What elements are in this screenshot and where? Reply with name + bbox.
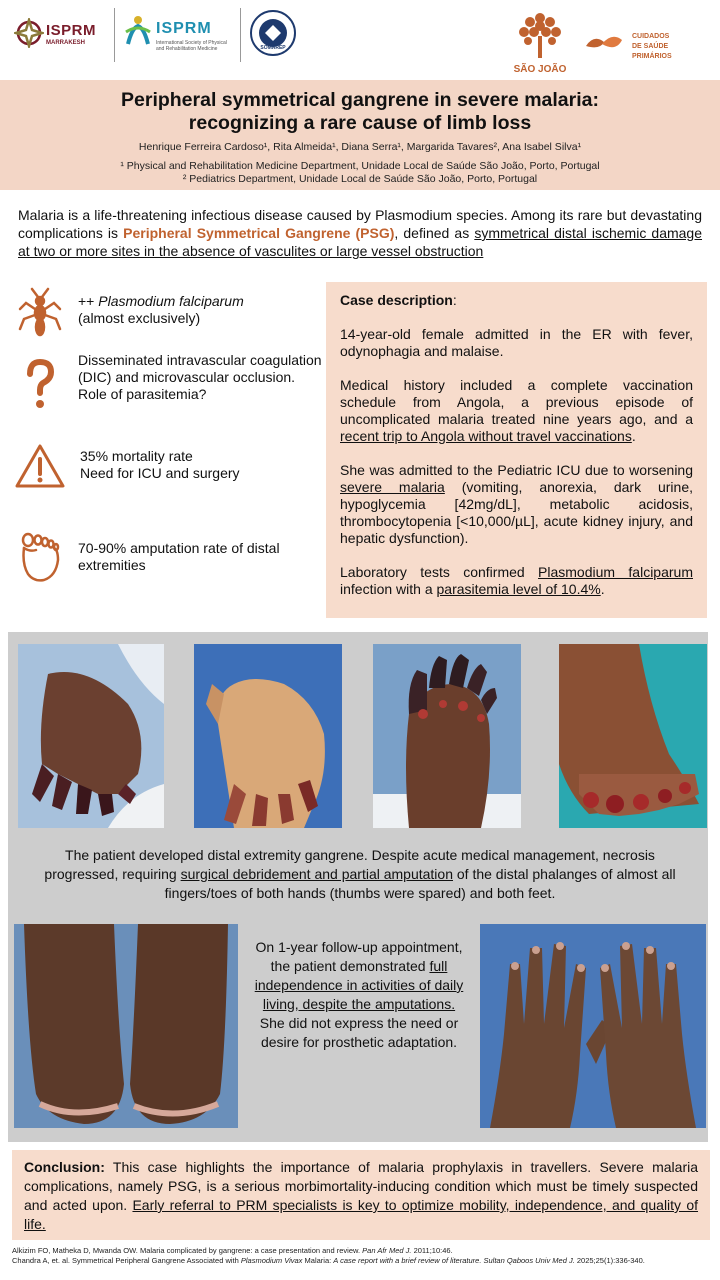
references (12, 1246, 712, 1266)
hand-photo-image (18, 644, 164, 828)
photo-foot-gangrene (373, 644, 521, 828)
fact-icu-surgery: Need for ICU and surgery (80, 465, 240, 481)
fact-parasitemia-text: Role of parasitemia? (78, 386, 207, 402)
psg-definition: symmetrical distal ischemic damage at two or more sites in the absence of vasculites or large vessel obstruction (18, 225, 703, 259)
affiliation-2: ² Pediatrics Department, Unidade Local de Saúde São João, Porto, Portugal (182, 173, 538, 185)
case-p3-text: She was admitted to the Pediatric ICU due to worsening (340, 462, 693, 478)
hands-followup-image (480, 924, 706, 1128)
isprm-international-sub: International Society of Physical and Rehabilitation Medicine (156, 40, 227, 52)
tree-icon (512, 8, 568, 60)
authors: Henrique Ferreira Cardoso¹, Rita Almeida¹, Diana Serra¹, Margarida Tavares², Ana Isabel Silva¹ (138, 141, 582, 153)
mosquito-icon (14, 287, 66, 339)
photo-palm-gangrene (194, 644, 342, 828)
photo-feet-followup (14, 924, 238, 1128)
logo-divider (240, 8, 241, 62)
case-p2-text: Medical history included a complete vaccination schedule from Angola, a previous episode of uncomplicated malaria treated nine years ago, and a (340, 377, 693, 427)
somarep-name: SOMAREP (260, 45, 286, 51)
affiliations (0, 160, 720, 186)
case-paragraph-3 (340, 462, 693, 547)
ref2-title: A case report with a brief review of literature. Sultan Qaboos Univ Med J. (333, 1256, 575, 1265)
case-paragraph-2 (340, 377, 693, 445)
case-p2-end: . (631, 428, 636, 444)
intro-text-2: , defined as (394, 225, 475, 241)
case-heading-line (340, 292, 693, 309)
foot-photo-image (373, 644, 521, 828)
fact-mortality-rate: 35% mortality rate (80, 448, 193, 464)
psg-term: Peripheral Symmetrical Gangrene (PSG) (123, 225, 395, 241)
feet-followup-image (14, 924, 238, 1128)
somarep-logo (250, 10, 296, 56)
foot-side-photo-image (559, 644, 707, 828)
followup-underlined: full independence in activities of daily living, despite the amputations. (254, 958, 464, 1012)
case-p3-underlined: severe malaria (340, 479, 445, 495)
reference-2 (12, 1256, 712, 1266)
isprm-marrakesh-logo (14, 8, 102, 64)
fact-dic-text: Disseminated intravascular coagulation (DIC) and microvascular occlusion. (78, 352, 322, 385)
case-p4-text: Laboratory tests confirmed (340, 564, 539, 580)
fact-falciparum-species: Plasmodium falciparum (98, 293, 244, 309)
isprm-marrakesh-sub: MARRAKESH (46, 40, 85, 46)
mid-text-2: of the distal phalanges of almost all fingers/toes of both hands (thumbs were spared) and both feet. (164, 866, 676, 901)
photo-hands-followup (480, 924, 706, 1128)
ref1-journal: Pan Afr Med J. (362, 1246, 412, 1255)
cuidados-line1: CUIDADOS (632, 33, 670, 40)
fact-falciparum-rest: (almost exclusively) (78, 310, 201, 326)
ref2-species: Plasmodium Vivax (240, 1256, 303, 1265)
conclusion-text: This case highlights the importance of malaria prophylaxis in travellers. Severe malaria complications, namely PSG, is a serious morbimortality-inducing condition which must be timely suspected and acted upon. (24, 1159, 698, 1213)
sao-joao-name: SÃO JOÃO (513, 64, 567, 75)
intro-text-1: Malaria is a life-threatening infectious disease caused by Plasmodium species. Among its rare but devastating complications is (18, 207, 702, 241)
fact-mortality (14, 442, 334, 522)
photo-foot-debridement (559, 644, 707, 828)
title-line-1: Peripheral symmetrical gangrene in severe malaria: (121, 89, 599, 111)
cuidados-logo (584, 28, 708, 58)
fact-falciparum-prefix: ++ (78, 293, 99, 309)
title-line-2: recognizing a rare cause of limb loss (188, 112, 532, 134)
fact-amputation (14, 530, 334, 610)
case-paragraph-4 (340, 564, 693, 598)
intro-paragraph (18, 206, 702, 260)
sao-joao-logo (512, 8, 568, 78)
followup-text-1: On 1-year follow-up appointment, the patient demonstrated (255, 939, 463, 974)
isprm-marrakesh-name: ISPRM (46, 22, 97, 39)
logo-divider (114, 8, 115, 62)
foot-icon (14, 530, 66, 582)
isprm-international-logo (124, 12, 230, 60)
fact-pathophysiology (14, 352, 334, 432)
warning-icon (14, 442, 66, 494)
affiliation-1: ¹ Physical and Rehabilitation Medicine Department, Unidade Local de Saúde São João, Porto, Portugal (120, 160, 600, 172)
case-p4-end: . (600, 581, 605, 597)
case-paragraph-1: 14-year-old female admitted in the ER with fever, odynophagia and malaise. (340, 326, 693, 359)
followup-text-2: She did not express the need or desire for prosthetic adaptation. (259, 1015, 459, 1050)
rosette-icon (14, 18, 44, 48)
title-band (0, 80, 720, 190)
case-heading-colon: : (452, 292, 457, 308)
poster-title (0, 80, 720, 135)
ref1-end: 2011;10:46. (411, 1246, 453, 1255)
case-heading: Case description (340, 292, 453, 308)
ref2-end: 2025;25(1):336-340. (574, 1256, 645, 1265)
ref2-text: Chandra A, et. al. Symmetrical Peripheral Gangrene Associated with (12, 1256, 241, 1265)
fact-mortality-text (80, 448, 330, 482)
fact-amputation-text: 70-90% amputation rate of distal extremities (78, 540, 280, 573)
conclusion-box (12, 1150, 710, 1240)
hands-icon (584, 32, 624, 54)
palm-photo-image (194, 644, 342, 828)
logo-header (0, 0, 720, 80)
cuidados-line2: DE SAÚDE PRIMÁRIOS (632, 43, 672, 60)
conclusion-label: Conclusion: (24, 1159, 105, 1175)
question-mark-icon (14, 358, 66, 410)
reference-1 (12, 1246, 712, 1256)
cuidados-name (632, 32, 708, 62)
photo-hand-gangrene-1 (18, 644, 164, 828)
case-p3-end: (vomiting, anorexia, dark urine, hypoglycemia [42mg/dL], metabolic acidosis, thrombocytopenia [<10,000/µL], acute kidney injury, and hepatic dysfunction). (340, 479, 693, 546)
mid-text-1: The patient developed distal extremity gangrene. Despite acute medical management, necrosis progressed, requiring (44, 847, 655, 882)
fact-falciparum-text (78, 293, 328, 327)
isprm-figure-icon (124, 14, 152, 48)
mid-text-underlined: surgical debridement and partial amputation (180, 866, 453, 882)
case-p4-species: Plasmodium falciparum (538, 564, 693, 580)
fact-pathophysiology-text (78, 352, 328, 403)
case-p4-parasitemia: parasitemia level of 10.4% (436, 581, 601, 597)
isprm-international-name: ISPRM (156, 20, 212, 37)
ref1-text: Alkizim FO, Matheka D, Mwanda OW. Malaria complicated by gangrene: a case presentation and review. (12, 1246, 363, 1255)
conclusion-underlined: Early referral to PRM specialists is key to optimize mobility, independence, and quality of life. (24, 1197, 699, 1232)
followup-text (248, 938, 470, 1052)
ref2-mid: Malaria: (302, 1256, 334, 1265)
gangrene-progression-text (28, 846, 692, 903)
case-p2-underlined: recent trip to Angola without travel vaccinations (340, 428, 632, 444)
case-description-box (326, 282, 707, 618)
case-p4-mid: infection with a (340, 581, 437, 597)
